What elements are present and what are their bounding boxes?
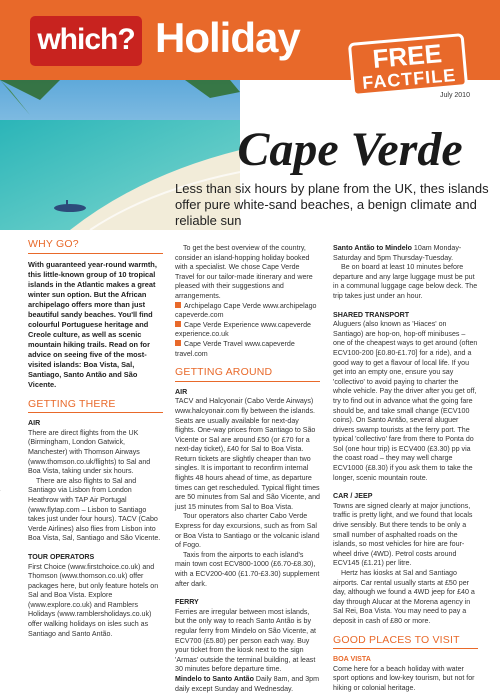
air-paragraph: There are also flights to Sal and Santiago via Lisbon from London Heathrow with TAP Air Portugal (www.flytap.com – Lisbon to Santiago takes just under four hours). TACV (Cabo Verde Airlines) also flies from Lisbon into Boa Vista, Sal, Santiago and São Vicente. xyxy=(28,476,161,543)
operator-text: Archipelago Cape Verde www.archipelago capeverde.com xyxy=(175,301,317,320)
article-standfirst: Less than six hours by plane from the UK, thes islands offer pure white-sand beaches, a benign climate and reliable sun xyxy=(175,181,489,228)
car-paragraph: Hertz has kiosks at Sal and Santiago airports. Car rental usually starts at £50 per day, although we found a 4WD jeep for £40 a day through Alucar at the Morena agency in Sal Rei, Boa Vista. You may need to pay a deposit in cash of £80 or more. xyxy=(333,569,475,625)
operator-item xyxy=(175,302,320,321)
place-heading: BOA VISTA xyxy=(333,655,371,664)
column-2 xyxy=(175,244,320,694)
good-places-heading: GOOD PLACES TO VISIT xyxy=(333,636,478,650)
shared-transport-heading: SHARED TRANSPORT xyxy=(333,310,410,319)
bullet-square xyxy=(175,340,181,346)
ferry-route: Santo Antão to Mindelo xyxy=(333,244,412,252)
tour-paragraph: To get the best overview of the country, consider an island-hopping holiday booked with a specialist. We chose Cape Verde Travel for our tailor-made itinerary and were pleased with their suggestions and arrangements. xyxy=(175,244,313,300)
article-title: Cape Verde xyxy=(237,123,463,176)
ferry-times: 10am Monday-Saturday and 5pm Thursday-Tuesday. xyxy=(333,244,462,262)
ferry-schedule xyxy=(175,675,320,694)
operator-item xyxy=(175,321,320,340)
bullet-square xyxy=(175,321,181,327)
operator-text: Cape Verde Experience www.capeverde experience.co.uk xyxy=(175,320,311,339)
getting-around-heading: GETTING AROUND xyxy=(175,368,320,382)
tour-paragraph: First Choice (www.firstchoice.co.uk) and Thomson (www.thomson.co.uk) offer packages here, but only feature hotels on Sal and Boa Vista. Explore (www.explore.co.uk) and Ramblers Holidays (www.ramblersholidays.co.uk) offer walking holidays on isles such as Santiago and Santo Antão. xyxy=(28,562,159,638)
ferry-route: Mindelo to Santo Antão xyxy=(175,674,254,683)
operator-text: Cape Verde Travel www.capeverde travel.com xyxy=(175,339,295,358)
column-1 xyxy=(28,240,163,639)
column-3 xyxy=(333,244,478,694)
place-paragraph: Come here for a beach holiday with water sport options and low-key tourism, but not for hiking or colonial heritage. xyxy=(333,664,475,692)
free-factfile-badge xyxy=(348,33,468,97)
photo-credits xyxy=(0,345,1,605)
ferry-schedule xyxy=(333,244,478,263)
air-heading: AIR xyxy=(175,387,188,396)
ferry-paragraph: Ferries are irregular between most islands, but the only way to reach Santo Antão is by regular ferry from Mindelo on São Vicente, at ECV700 (£5.80) per person each way. Buy your ticket from the kiosk next to the sign 'Armas' outside the terminal building, at least 30 minutes before departure time. xyxy=(175,607,317,674)
why-go-text: With guaranteed year-round warmth, this little-known group of 10 tropical islands in the Atlantic makes a great winter sun option. But the African archipelago offers more than just beautiful sandy beaches. You'll find colourful Portuguese heritage and Creole culture, as well as scenic mountain hiking trails. Read on for advice on seeing five of the most-visited islands: Boa Vista, Sal, Santiago, Santo Antão and São Vicente. xyxy=(28,259,157,389)
air-paragraph: Tour operators also charter Cabo Verde Express for day excursions, such as from Sal or Boa Vista to Santiago or the volcanic island of Fogo. xyxy=(175,512,320,550)
tour-operators-heading: TOUR OPERATORS xyxy=(28,552,95,561)
which-logo: which? xyxy=(30,16,142,66)
air-heading: AIR xyxy=(28,419,41,428)
section-title: Holiday xyxy=(155,14,300,61)
air-paragraph: There are direct flights from the UK (Birmingham, London Gatwick, Manchester) with Thomson Airways (www.thomson.co.uk/flights) to Sal and Boa Vista, taking under six hours. xyxy=(28,428,151,476)
shared-transport-paragraph: Aluguers (also known as 'Hiaces' on Santiago) are hop-on, hop-off minibuses – one of the cheapest ways to get around (often ECV100-200 [£0.80-£1.70] for a ride), and a good way to get a flavour of local life. If you get into an empty one, ensure you say 'collectivo' to avoid paying to charter the whole vehicle. Pay the driver after you get off, try to find out in advance what the going fare should be, and take small change (ECV100 coins). On Santo Antão, several aluguer drivers swamp tourists at the ferry port. The typical 'collectivo' fare from there to Ponta do Sol (one hour trip) is ECV400 (£3.30) pp via the coast road – they may well charge ECV1000 (£8.30) if you ask them to take the longer, scenic mountain route. xyxy=(333,320,478,482)
badge-line1: FREE xyxy=(371,38,444,74)
issue-date: July 2010 xyxy=(440,92,470,99)
air-paragraph: TACV and Halcyonair (Cabo Verde Airways) www.halcyonair.com fly between the islands. Seats are usually available for next-day flights. One-way prices from Santiago to São Vicente or Sal are around £50 (or £70 for a next-day ticket), £40 for Sal to Boa Vista. Return tickets are slightly cheaper than two singles. It is important to reconfirm internal flights 48 hours ahead of time, as departure times can get rescheduled. Typical flight times are 50 minutes from Sal and São Vicente, and just 15 minutes from Sal to Boa Vista. xyxy=(175,397,320,511)
bullet-square xyxy=(175,302,181,308)
operator-item xyxy=(175,340,320,359)
ferry-paragraph: Be on board at least 10 minutes before departure and any large luggage must be put in a communal luggage cage below deck. The trip takes just under an hour. xyxy=(333,263,478,300)
car-paragraph: Towns are signed clearly at major junctions, traffic is pretty light, and we found that locals drive sensibly. But there tends to be only a small number of asphalted roads on the islands, so most vehicles for hire are four-wheel drive (4WD). Petrol costs around ECV145 (£1.21) per litre. xyxy=(333,501,473,568)
why-go-heading: WHY GO? xyxy=(28,240,163,254)
ferry-heading: FERRY xyxy=(175,598,199,607)
car-jeep-heading: CAR / JEEP xyxy=(333,492,373,501)
air-paragraph: Taxis from the airports to each island's main town cost ECV800-1000 (£6.70-£8.30), with a ECV200-400 (£1.70-£3.30) supplement after dark. xyxy=(175,550,320,588)
badge-line2: FACTFILE xyxy=(361,64,457,94)
getting-there-heading: GETTING THERE xyxy=(28,400,163,414)
ferry-times: Daily 8am, and 3pm daily except Sunday and Wednesday. xyxy=(175,674,320,693)
